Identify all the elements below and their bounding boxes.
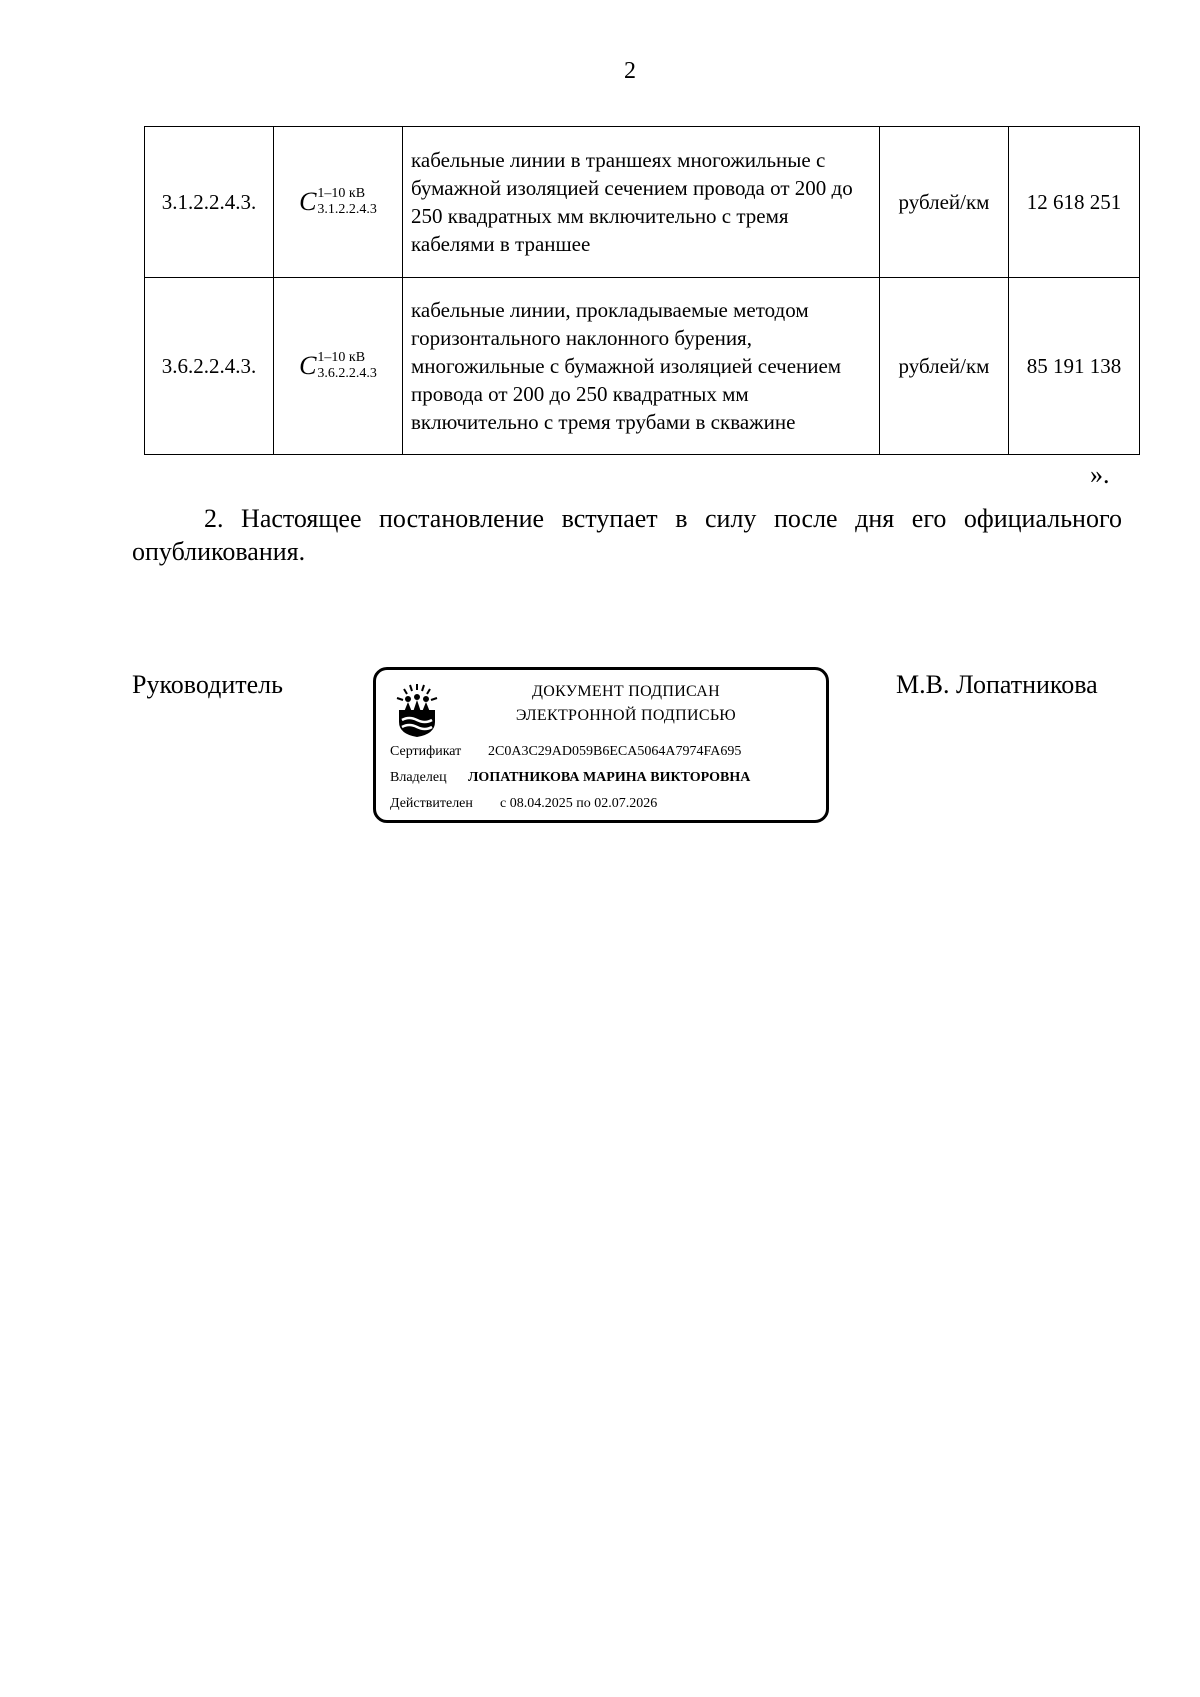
tariff-table [144,126,1140,455]
rate-symbol [274,278,403,455]
stamp-owner-row [390,770,750,786]
certificate-label: Сертификат [390,744,462,759]
closing-quote: ». [1090,460,1110,489]
symbol-letter: C [299,351,317,380]
symbol-superscript: 1–10 кВ [317,350,366,365]
stamp-validity-row [390,796,657,812]
row-number: 3.6.2.2.4.3. [145,278,274,455]
stamp-title [476,680,776,728]
row-unit: рублей/км [880,127,1009,278]
row-number: 3.1.2.2.4.3. [145,127,274,278]
certificate-value: 2C0A3C29AD059B6ECA5064A7974FA695 [488,744,742,759]
symbol-superscript: 1–10 кВ [317,186,366,201]
stamp-title-line: ДОКУМЕНТ ПОДПИСАН [532,683,720,700]
rate-symbol [274,127,403,278]
page-number: 2 [624,58,636,84]
electronic-signature-stamp [373,667,829,823]
table-row [145,278,1140,455]
stamp-certificate-row [390,744,741,760]
row-description: кабельные линии в траншеях многожильные с бумажной изоляцией сечением провода от 200 до 250 квадратных мм включительно с тремя кабелями в траншее [403,127,880,278]
signer-role: Руководитель [132,670,283,699]
row-unit: рублей/км [880,278,1009,455]
regional-coat-of-arms-icon [394,682,440,738]
row-description: кабельные линии, прокладываемые методом горизонтального наклонного бурения, многожильные с бумажной изоляцией сечением провода от 200 до 250 квадратных мм включительно с тремя трубами в скважине [403,278,880,455]
validity-value: с 08.04.2025 по 02.07.2026 [500,796,658,811]
validity-label: Действителен [390,796,473,811]
row-value: 12 618 251 [1009,127,1140,278]
owner-label: Владелец [390,770,447,785]
signer-name: М.В. Лопатникова [896,670,1098,699]
symbol-subscript: 3.1.2.2.4.3 [317,202,377,217]
symbol-subscript: 3.6.2.2.4.3 [317,366,377,381]
owner-value: ЛОПАТНИКОВА МАРИНА ВИКТОРОВНА [468,770,751,785]
row-value: 85 191 138 [1009,278,1140,455]
stamp-title-line: ЭЛЕКТРОННОЙ ПОДПИСЬЮ [515,707,737,724]
effective-date-paragraph: 2. Настоящее постановление вступает в силу после дня его официального опубликования. [132,504,1122,566]
table-row [145,127,1140,278]
symbol-letter: C [299,187,317,216]
